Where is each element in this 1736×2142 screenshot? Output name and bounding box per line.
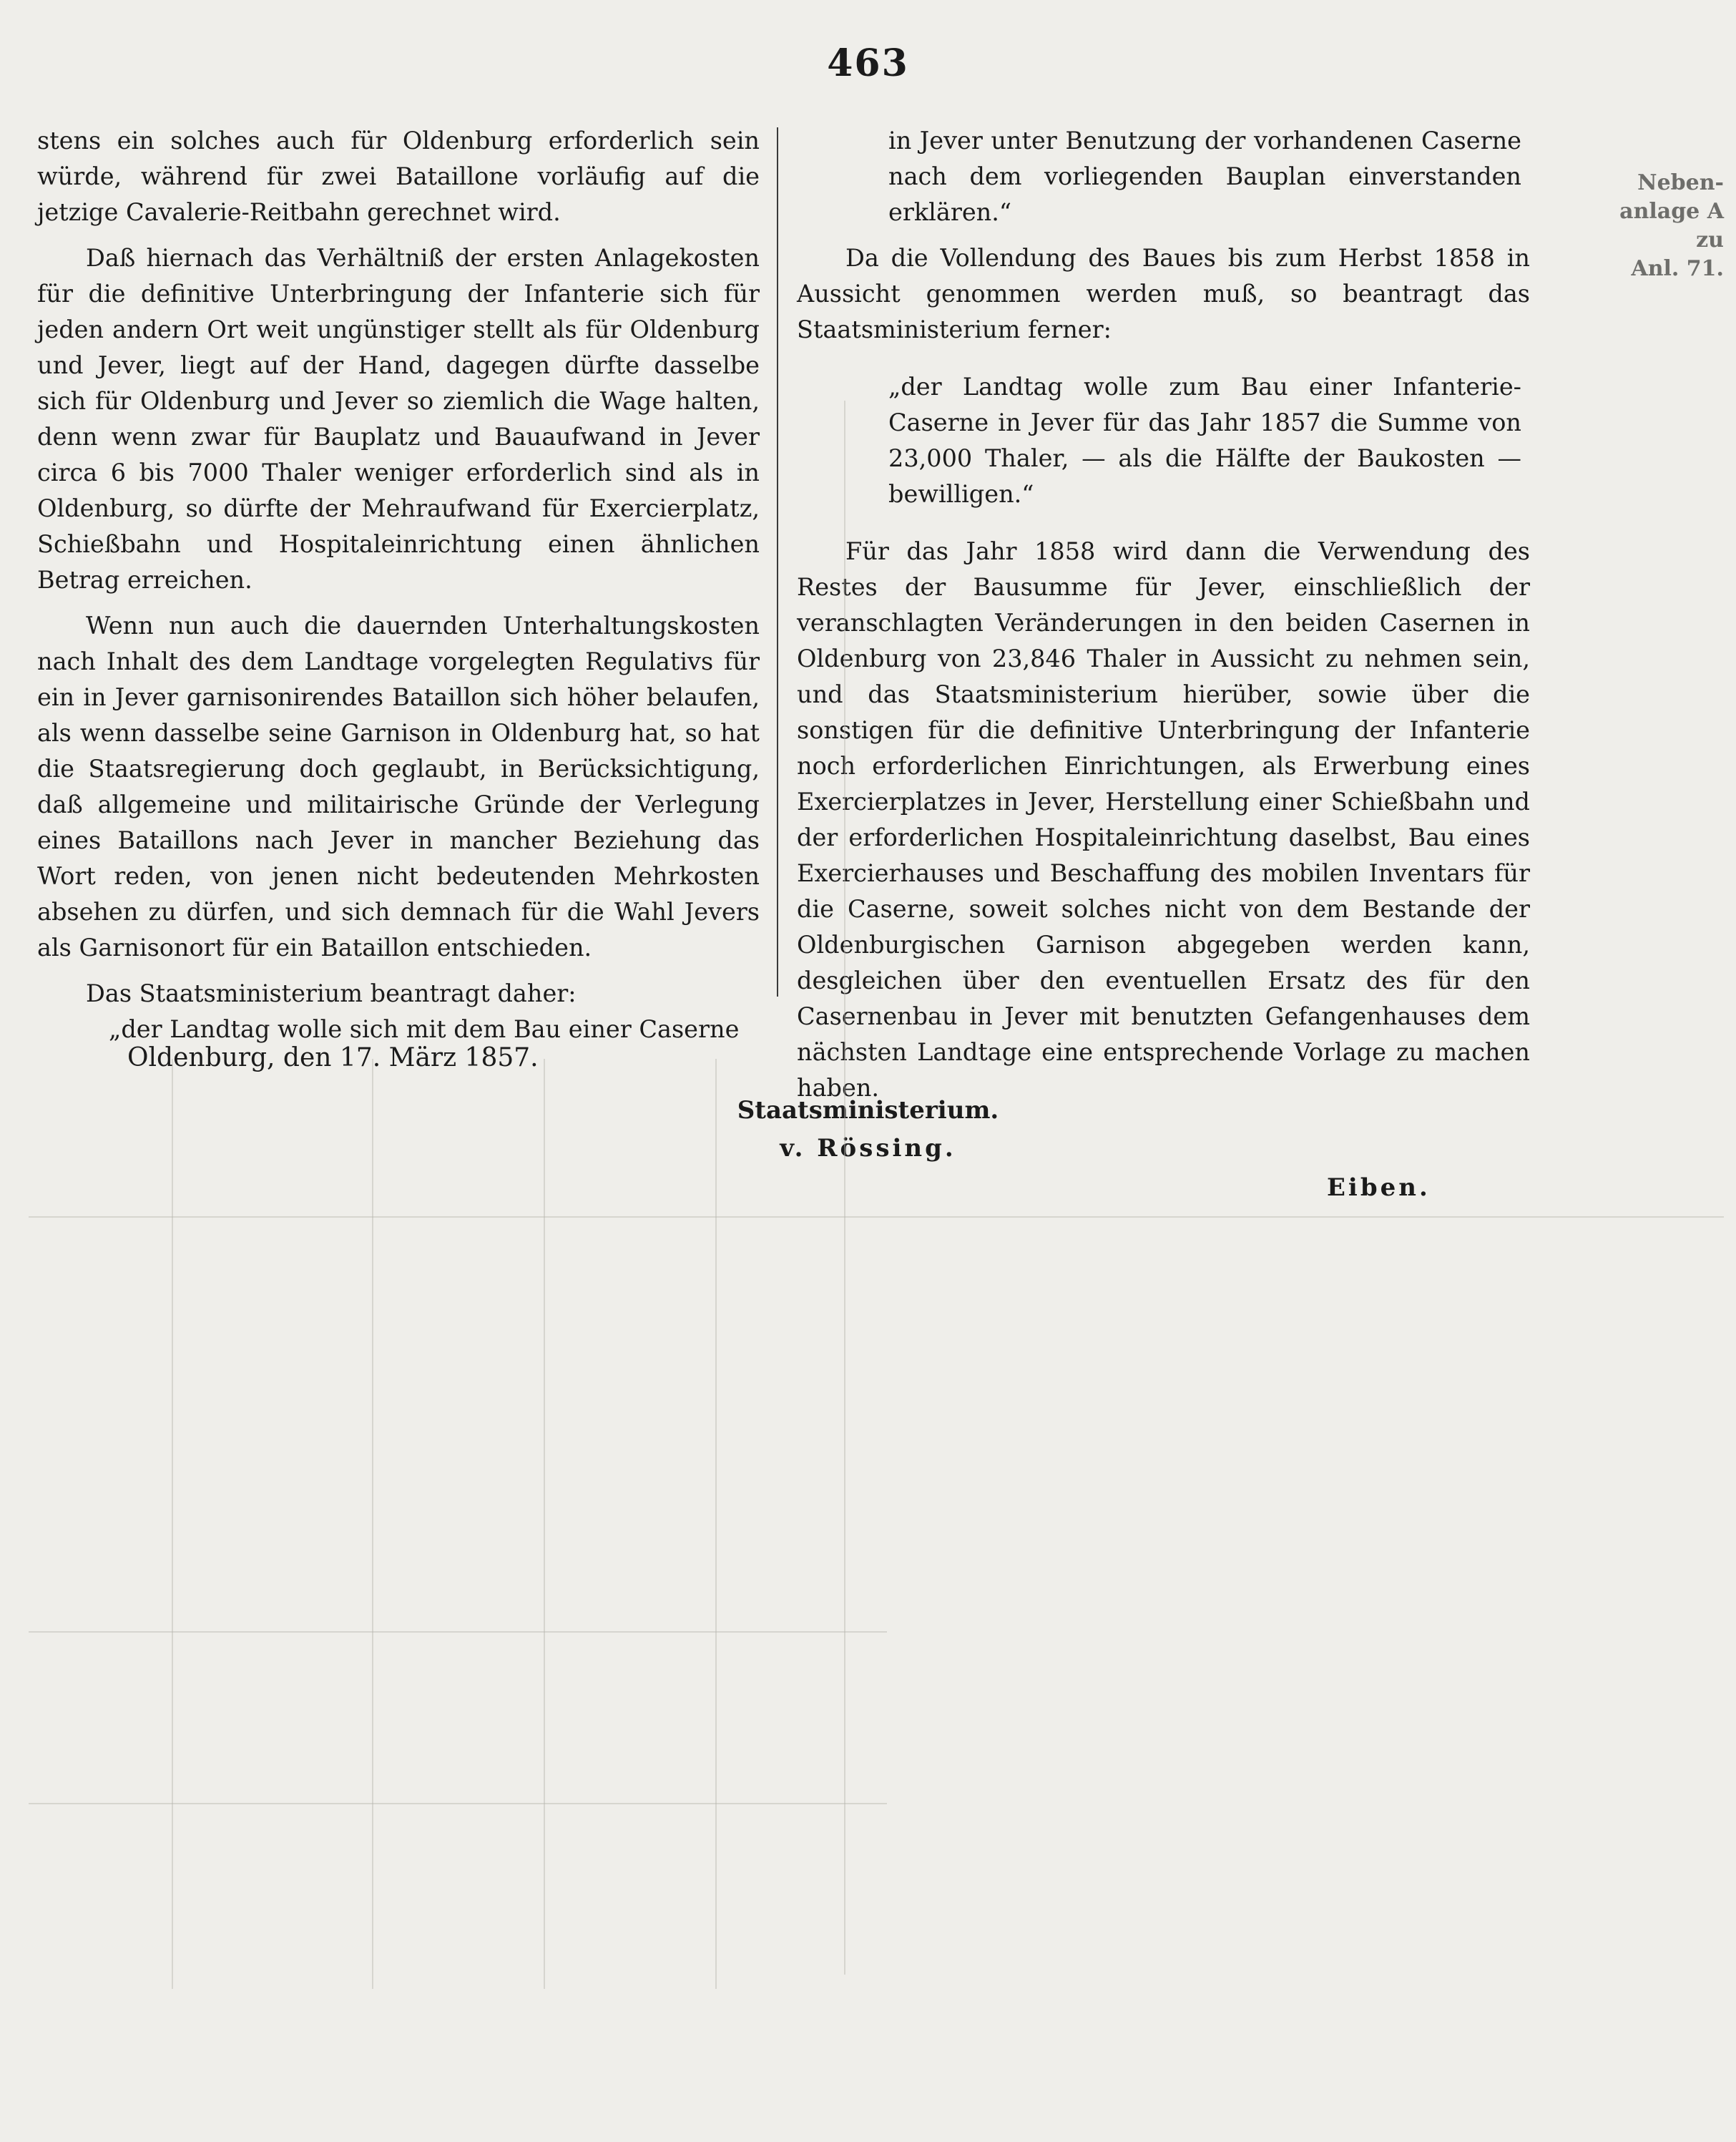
show-through-rule (172, 1059, 173, 1989)
minister-signature: v. Rössing. (780, 1134, 956, 1163)
left-paragraph-2: Daß hiernach das Verhältniß der ersten Anlagekosten für die definitive Unterbringung der Infanterie sich für jeden andern Ort weit ungünstiger stellt als für Oldenburg und Jever, liegt auf der Hand, dagegen dürfte dasselbe sich für Oldenburg und Jever so ziemlich die Wage halten, denn wenn zwar für Bauplatz und Bauaufwand in Jever circa 6 bis 7000 Thaler weniger erforderlich sind als in Oldenburg, so dürfte der Mehraufwand für Exercierplatz, Schießbahn und Hospitaleinrichtung einen ähnlichen Betrag erreichen. (37, 244, 760, 594)
left-paragraph-1: stens ein solches auch für Oldenburg erforderlich sein würde, während für zwei Bataillone vorläufig auf die jetzige Cavalerie-Reitbahn gerechnet wird. (37, 127, 760, 226)
show-through-rule (29, 1631, 887, 1633)
page-number: 463 (827, 41, 909, 85)
right-paragraph-1: in Jever unter Benutzung der vorhandenen Caserne nach dem vorliegenden Bauplan einverstanden erklären.“ (888, 127, 1521, 226)
show-through-rule (715, 1059, 717, 1989)
left-column (37, 123, 760, 1057)
signer-signature: Eiben. (1327, 1173, 1431, 1202)
right-paragraph-2: Da die Vollendung des Baues bis zum Herbst 1858 in Aussicht genommen werden muß, so beantragt das Staatsministerium ferner: (797, 244, 1530, 343)
show-through-rule (372, 1059, 373, 1989)
left-paragraph-4: Das Staatsministerium beantragt daher: (86, 979, 577, 1007)
place-date: Oldenburg, den 17. März 1857. (127, 1043, 539, 1072)
column-divider (777, 127, 778, 997)
show-through-rule (29, 1803, 887, 1804)
ministry-signature: Staatsministerium. (737, 1096, 999, 1125)
margin-note-text: Neben- anlage A zu Anl. 71. (1619, 170, 1724, 281)
right-paragraph-4: Für das Jahr 1858 wird dann die Verwendung des Restes der Bausumme für Jever, einschließlich der veranschlagten Veränderungen in den beiden Casernen in Oldenburg von 23,846 Thaler in Aussicht zu nehmen sein, und das Staatsministerium hierüber, sowie über die sonstigen für die definitive Unterbringung der Infanterie noch erforderlichen Einrichtungen, als Erwerbung eines Exercierplatzes in Jever, Herstellung einer Schießbahn und der erforderlichen Hospitaleinrichtung daselbst, Bau eines Exercierhauses und Beschaffung des mobilen Inventars für die Caserne, soweit solches nicht von dem Bestande der Oldenburgischen Garnison abgegeben werden kann, desgleichen über den eventuellen Ersatz des für den Casernenbau in Jever mit benutzten Gefangenhauses dem nächsten Landtage eine entsprechende Vorlage zu machen haben. (797, 537, 1530, 1102)
right-column (797, 123, 1530, 1116)
margin-note (1595, 169, 1724, 283)
right-paragraph-3: „der Landtag wolle zum Bau einer Infanterie-Caserne in Jever für das Jahr 1857 die Summe von 23,000 Thaler, — als die Hälfte der Baukosten — bewilligen.“ (888, 373, 1521, 508)
show-through-rule (844, 401, 845, 1975)
show-through-rule (29, 1216, 1724, 1218)
left-paragraph-5: „der Landtag wolle sich mit dem Bau einer Caserne (109, 1015, 740, 1043)
left-paragraph-3: Wenn nun auch die dauernden Unterhaltungskosten nach Inhalt des dem Landtage vorgelegten Regulativs für ein in Jever garnisonirendes Bataillon sich höher belaufen, als wenn dasselbe seine Garnison in Oldenburg hat, so hat die Staatsregierung doch geglaubt, in Berücksichtigung, daß allgemeine und militairische Gründe der Verlegung eines Bataillons nach Jever in mancher Beziehung das Wort reden, von jenen nicht bedeutenden Mehrkosten absehen zu dürfen, und sich demnach für die Wahl Jevers als Garnisonort für ein Bataillon entschieden. (37, 612, 760, 962)
show-through-rule (544, 1059, 545, 1989)
